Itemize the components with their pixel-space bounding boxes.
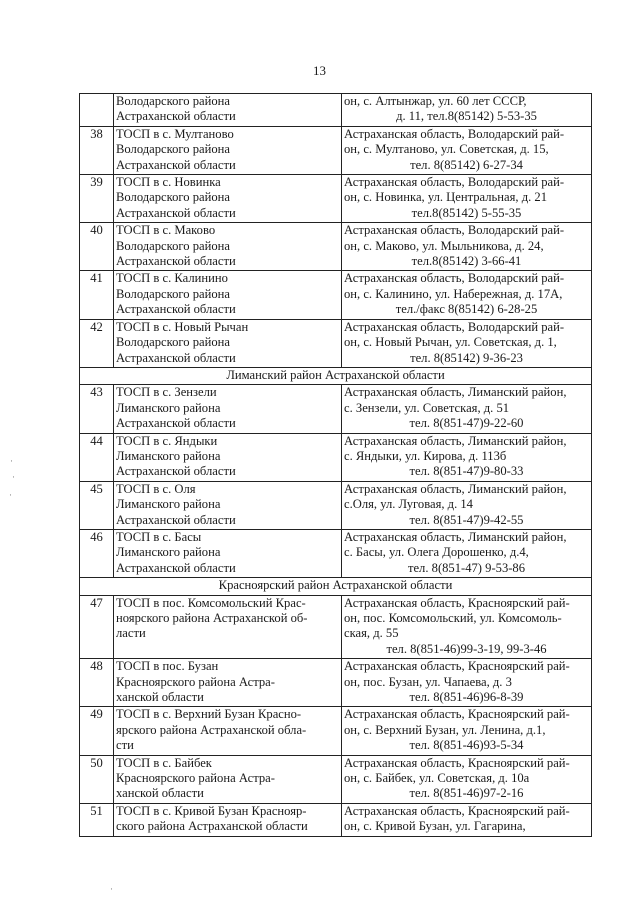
- phone-line: тел./факс 8(85142) 6-28-25: [395, 302, 538, 317]
- address-line: он, с. Кривой Бузан, ул. Гагарина,: [344, 819, 526, 834]
- office-name-line: Астраханской области: [116, 512, 236, 527]
- address-line: д. 11, тел.8(85142) 5-53-35: [396, 109, 537, 124]
- row-number: 51: [80, 803, 114, 836]
- office-name-line: ТОСП в с. Зензели: [116, 385, 217, 400]
- office-name-cell: [114, 595, 342, 659]
- row-number: 47: [80, 595, 114, 659]
- table-row: [80, 126, 592, 174]
- address-cell: [342, 803, 592, 836]
- row-number: 39: [80, 175, 114, 223]
- table-row: [80, 271, 592, 319]
- row-number: 45: [80, 481, 114, 529]
- row-number: 44: [80, 433, 114, 481]
- office-name-line: Астраханской области: [116, 464, 236, 479]
- office-name-line: Красноярского района Астра-: [116, 771, 275, 786]
- office-name-cell: [114, 481, 342, 529]
- table-row: [80, 707, 592, 755]
- phone-line: тел. 8(851-46)97-2-16: [409, 786, 524, 801]
- row-number: [80, 94, 114, 127]
- office-name-cell: [114, 126, 342, 174]
- address-cell: [342, 433, 592, 481]
- scan-speck: ·: [10, 456, 13, 466]
- table-row: [80, 385, 592, 433]
- office-name-cell: [114, 803, 342, 836]
- phone-line: тел. 8(851-47)9-22-60: [409, 416, 524, 431]
- phone-line: тел. 8(851-46)96-8-39: [409, 690, 524, 705]
- address-line: Астраханская область, Лиманский район,: [344, 385, 567, 400]
- office-name-line: ТОСП в с. Новый Рычан: [116, 319, 249, 334]
- address-line: Астраханская область, Красноярский рай-: [344, 707, 570, 722]
- office-name-line: ТОСП в с. Верхний Бузан Красно-: [116, 707, 302, 722]
- phone-line: тел.8(85142) 3-66-41: [411, 254, 522, 269]
- scan-speck: ·: [9, 490, 12, 500]
- address-line: Астраханская область, Лиманский район,: [344, 433, 567, 448]
- address-line: с. Яндыки, ул. Кирова, д. 113б: [344, 448, 507, 463]
- scan-speck: ·: [12, 472, 15, 482]
- address-cell: [342, 319, 592, 367]
- phone-line: тел. 8(851-47)9-42-55: [409, 512, 524, 527]
- address-line: с. Зензели, ул. Советская, д. 51: [344, 400, 510, 415]
- office-name-cell: [114, 755, 342, 803]
- phone-line: тел. 8(851-46)99-3-19, 99-3-46: [386, 641, 547, 656]
- table-row: [80, 755, 592, 803]
- table-row: [80, 319, 592, 367]
- section-title: Лиманский район Астраханской области: [80, 367, 592, 384]
- address-line: он, с. Маково, ул. Мыльникова, д. 24,: [344, 238, 544, 253]
- address-line: он, с. Алтынжар, ул. 60 лет СССР,: [344, 94, 527, 108]
- address-line: он, с. Калинино, ул. Набережная, д. 17А,: [344, 286, 563, 301]
- table-row: [80, 803, 592, 836]
- office-name-cell: [114, 385, 342, 433]
- office-name-line: ТОСП в с. Оля: [116, 481, 196, 496]
- office-name-line: Володарского района: [116, 190, 230, 205]
- address-cell: [342, 755, 592, 803]
- section-header-row: [80, 367, 592, 384]
- address-cell: [342, 223, 592, 271]
- row-number: 43: [80, 385, 114, 433]
- address-line: Астраханская область, Володарский рай-: [344, 271, 565, 286]
- address-line: Астраханская область, Володарский рай-: [344, 319, 565, 334]
- row-number: 41: [80, 271, 114, 319]
- address-line: он, с. Новинка, ул. Центральная, д. 21: [344, 190, 548, 205]
- office-name-line: Володарского района: [116, 238, 230, 253]
- row-number: 50: [80, 755, 114, 803]
- office-name-line: Володарского района: [116, 335, 230, 350]
- address-line: с. Басы, ул. Олега Дорошенко, д.4,: [344, 545, 529, 560]
- office-name-line: ТОСП в с. Мултаново: [116, 126, 234, 141]
- table-row: [80, 175, 592, 223]
- address-cell: [342, 659, 592, 707]
- address-line: Астраханская область, Красноярский рай-: [344, 595, 570, 610]
- office-name-line: ханской области: [116, 786, 204, 801]
- row-number: 48: [80, 659, 114, 707]
- office-name-line: Астраханской области: [116, 157, 236, 172]
- registry-body: [80, 94, 592, 837]
- office-name-line: ласти: [116, 626, 146, 641]
- office-name-line: Астраханской области: [116, 109, 236, 124]
- address-cell: [342, 595, 592, 659]
- table-row: [80, 595, 592, 659]
- office-name-line: Астраханской области: [116, 416, 236, 431]
- office-name-line: Астраханской области: [116, 254, 236, 269]
- office-name-line: ТОСП в с. Яндыки: [116, 433, 218, 448]
- office-name-line: Астраханской области: [116, 205, 236, 220]
- address-line: он, с. Мултаново, ул. Советская, д. 15,: [344, 142, 549, 157]
- office-name-line: ТОСП в с. Басы: [116, 529, 202, 544]
- table-row: [80, 94, 592, 127]
- office-name-line: ТОСП в с. Новинка: [116, 175, 221, 190]
- address-cell: [342, 271, 592, 319]
- table-row: [80, 481, 592, 529]
- office-name-cell: [114, 175, 342, 223]
- registry-table: [79, 93, 592, 837]
- office-name-line: Красноярского района Астра-: [116, 674, 275, 689]
- address-line: Астраханская область, Володарский рай-: [344, 223, 565, 238]
- scan-speck: ·: [110, 884, 113, 894]
- office-name-line: сти: [116, 738, 134, 753]
- table-row: [80, 433, 592, 481]
- row-number: 40: [80, 223, 114, 271]
- office-name-line: Володарского района: [116, 286, 230, 301]
- address-cell: [342, 707, 592, 755]
- office-name-line: Лиманского района: [116, 545, 221, 560]
- office-name-line: ТОСП в с. Маково: [116, 223, 216, 238]
- office-name-line: ТОСП в с. Байбек: [116, 755, 212, 770]
- office-name-cell: [114, 271, 342, 319]
- address-line: Астраханская область, Красноярский рай-: [344, 755, 570, 770]
- address-line: он, пос. Бузан, ул. Чапаева, д. 3: [344, 674, 512, 689]
- address-cell: [342, 94, 592, 127]
- address-cell: [342, 175, 592, 223]
- office-name-cell: [114, 707, 342, 755]
- office-name-line: Володарского района: [116, 142, 230, 157]
- address-line: он, с. Байбек, ул. Советская, д. 10а: [344, 771, 530, 786]
- phone-line: тел.8(85142) 5-55-35: [411, 205, 522, 220]
- section-title: Красноярский район Астраханской области: [80, 578, 592, 595]
- address-cell: [342, 385, 592, 433]
- phone-line: тел. 8(85142) 9-36-23: [410, 350, 523, 365]
- phone-line: тел. 8(85142) 6-27-34: [410, 157, 523, 172]
- office-name-line: ярского района Астраханской обла-: [116, 722, 307, 737]
- address-line: Астраханская область, Красноярский рай-: [344, 803, 570, 818]
- table-row: [80, 529, 592, 577]
- table-row: [80, 659, 592, 707]
- office-name-cell: [114, 433, 342, 481]
- address-cell: [342, 529, 592, 577]
- address-line: Астраханская область, Лиманский район,: [344, 529, 567, 544]
- row-number: 46: [80, 529, 114, 577]
- office-name-cell: [114, 529, 342, 577]
- address-line: с.Оля, ул. Луговая, д. 14: [344, 497, 473, 512]
- section-header-row: [80, 578, 592, 595]
- office-name-cell: [114, 659, 342, 707]
- address-line: Астраханская область, Лиманский район,: [344, 481, 567, 496]
- office-name-line: Лиманского района: [116, 448, 221, 463]
- address-line: Астраханская область, Володарский рай-: [344, 175, 565, 190]
- phone-line: тел. 8(851-46)93-5-34: [409, 738, 524, 753]
- phone-line: тел. 8(851-47) 9-53-86: [407, 560, 526, 575]
- address-cell: [342, 481, 592, 529]
- office-name-cell: [114, 94, 342, 127]
- office-name-line: Астраханской области: [116, 560, 236, 575]
- office-name-line: Астраханской области: [116, 302, 236, 317]
- office-name-line: ноярского района Астраханской об-: [116, 611, 308, 625]
- office-name-line: ТОСП в пос. Комсомольский Крас-: [116, 595, 306, 610]
- office-name-line: Володарского района: [116, 94, 230, 108]
- office-name-line: Астраханской области: [116, 350, 236, 365]
- page-number: 13: [313, 63, 326, 78]
- address-line: Астраханская область, Красноярский рай-: [344, 659, 570, 674]
- office-name-line: ТОСП в пос. Бузан: [116, 659, 219, 674]
- office-name-cell: [114, 223, 342, 271]
- office-name-line: Лиманского района: [116, 497, 221, 512]
- address-line: он, с. Новый Рычан, ул. Советская, д. 1,: [344, 335, 557, 350]
- address-cell: [342, 126, 592, 174]
- table-row: [80, 223, 592, 271]
- office-name-line: ского района Астраханской области: [116, 819, 308, 834]
- office-name-line: ханской области: [116, 690, 204, 705]
- address-line: Астраханская область, Володарский рай-: [344, 126, 565, 141]
- address-line: он, с. Верхний Бузан, ул. Ленина, д.1,: [344, 722, 546, 737]
- office-name-line: Лиманского района: [116, 400, 221, 415]
- row-number: 49: [80, 707, 114, 755]
- address-line: он, пос. Комсомольский, ул. Комсомоль-: [344, 611, 562, 625]
- office-name-cell: [114, 319, 342, 367]
- address-line: ская, д. 55: [344, 626, 399, 641]
- phone-line: тел. 8(851-47)9-80-33: [409, 464, 524, 479]
- office-name-line: ТОСП в с. Калинино: [116, 271, 228, 286]
- row-number: 38: [80, 126, 114, 174]
- row-number: 42: [80, 319, 114, 367]
- office-name-line: ТОСП в с. Кривой Бузан Краснояр-: [116, 803, 307, 818]
